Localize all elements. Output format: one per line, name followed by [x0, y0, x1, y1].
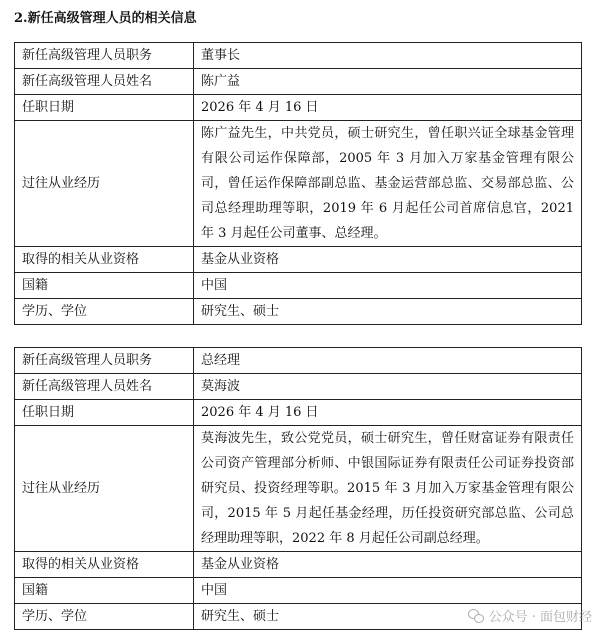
executive-info-table-general-manager: [14, 347, 582, 630]
row-value: 陈广益先生，中共党员，硕士研究生，曾任职兴证全球基金管理有限公司运作保障部，2005 年 3 月加入万家基金管理有限公司，曾任运作保障部副总监、基金运营部总监、交易部总监、公司总经理助理等职，2019 年 6 月起任公司首席信息官，2021 年 3 月起任公司董事、总经理。: [194, 121, 582, 247]
row-value: 莫海波: [194, 374, 582, 400]
table-row: [15, 69, 582, 95]
row-value: 中国: [194, 578, 582, 604]
row-value: 2026 年 4 月 16 日: [194, 400, 582, 426]
table-row: [15, 299, 582, 325]
watermark: [468, 606, 592, 625]
table-row: [15, 273, 582, 299]
row-label: 任职日期: [15, 95, 194, 121]
row-label: 新任高级管理人员姓名: [15, 374, 194, 400]
row-value: 陈广益: [194, 69, 582, 95]
row-label: 学历、学位: [15, 604, 194, 630]
table-row: [15, 426, 582, 552]
row-value: 董事长: [194, 43, 582, 69]
table-row: [15, 247, 582, 273]
row-value: 基金从业资格: [194, 247, 582, 273]
table-row: [15, 374, 582, 400]
row-label: 新任高级管理人员职务: [15, 348, 194, 374]
row-value: 中国: [194, 273, 582, 299]
row-label: 任职日期: [15, 400, 194, 426]
table-row: [15, 121, 582, 247]
executive-info-table-chairman: [14, 42, 582, 325]
row-value: 2026 年 4 月 16 日: [194, 95, 582, 121]
row-label: 取得的相关从业资格: [15, 247, 194, 273]
row-value: 研究生、硕士: [194, 299, 582, 325]
row-label: 新任高级管理人员姓名: [15, 69, 194, 95]
row-value: 基金从业资格: [194, 552, 582, 578]
row-label: 国籍: [15, 273, 194, 299]
table-row: [15, 95, 582, 121]
row-label: 国籍: [15, 578, 194, 604]
row-label: 学历、学位: [15, 299, 194, 325]
table-row: [15, 348, 582, 374]
wechat-icon: [468, 609, 484, 623]
table-row: [15, 552, 582, 578]
row-label: 过往从业经历: [15, 121, 194, 247]
section-title: 2.新任高级管理人员的相关信息: [14, 11, 197, 26]
table-row: [15, 578, 582, 604]
table-row: [15, 43, 582, 69]
table-row: [15, 400, 582, 426]
row-label: 新任高级管理人员职务: [15, 43, 194, 69]
watermark-text: 公众号 · 面包财经: [488, 610, 592, 625]
row-value: 总经理: [194, 348, 582, 374]
row-value: 莫海波先生，致公党党员，硕士研究生，曾任财富证券有限责任公司资产管理部分析师、中银国际证券有限责任公司证券投资部研究员、投资经理等职。2015 年 3 月加入万家基金管理有限公司，2015 年 5 月起任基金经理，历任投资研究部总监、公司总经理助理等职，2022 年 8 月起任公司副总经理。: [194, 426, 582, 552]
row-label: 取得的相关从业资格: [15, 552, 194, 578]
row-value: 研究生、硕士: [194, 604, 582, 630]
row-label: 过往从业经历: [15, 426, 194, 552]
